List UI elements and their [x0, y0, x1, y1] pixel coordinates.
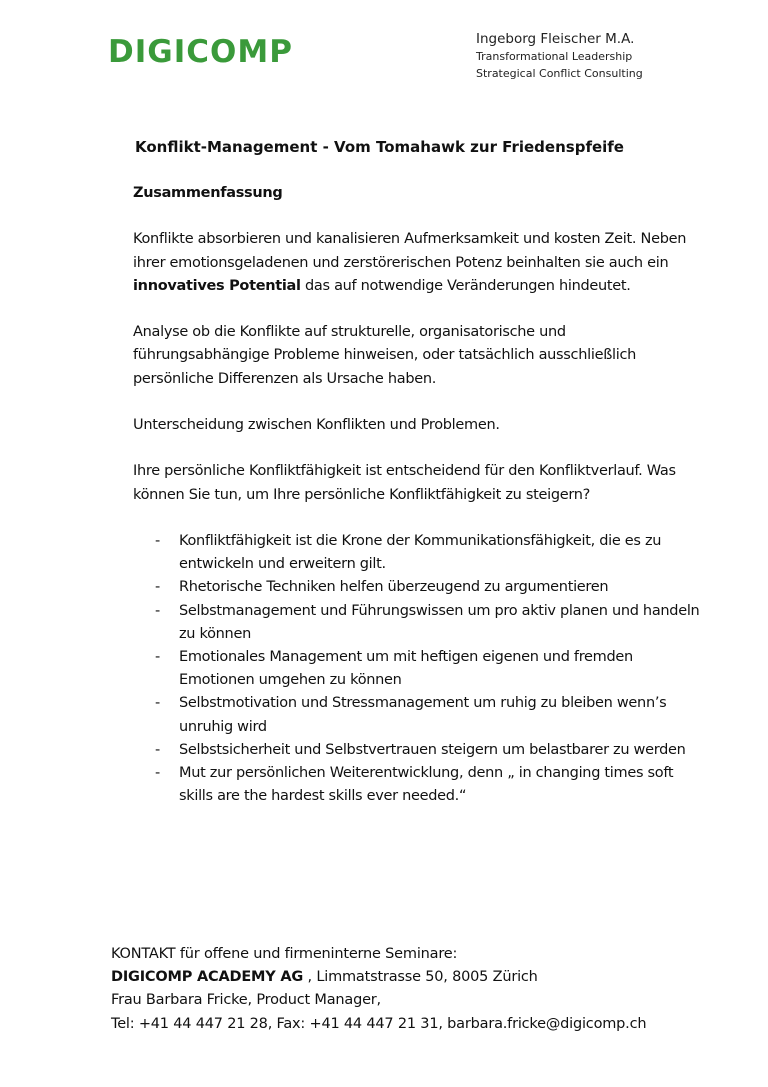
phone-line: Tel: +41 44 447 21 28, Fax: +41 44 447 21 31, barbara.fricke@digicomp.ch — [111, 1015, 647, 1032]
paragraph-3: Unterscheidung zwischen Konflikten und Problemen. — [133, 416, 500, 433]
digicomp-logo: DIGICOMP — [108, 34, 293, 70]
list-item — [155, 646, 703, 692]
company-address: , Limmatstrasse 50, 8005 Zürich — [303, 969, 538, 986]
list-item — [155, 739, 703, 762]
dash-marker: - — [155, 741, 160, 758]
company-line — [111, 966, 731, 989]
list-item — [155, 600, 703, 646]
company-name: DIGICOMP ACADEMY AG — [111, 969, 304, 986]
paragraph-2: Analyse ob die Konflikte auf strukturelle, organisatorische und führungsabhängige Probleme hinweisen, oder tatsächlich ausschließlich persönliche Differenzen als Ursache haben. — [133, 324, 637, 387]
paragraph-1-end: das auf notwendige Veränderungen hindeutet. — [300, 277, 631, 294]
author-block — [476, 31, 643, 82]
list-item-text: Emotionales Management um mit heftigen eigenen und fremden Emotionen umgehen zu können — [179, 648, 633, 689]
document-body — [133, 182, 703, 808]
summary-heading: Zusammenfassung — [133, 185, 283, 201]
author-name: Ingeborg Fleischer M.A. — [476, 31, 635, 47]
contact-line: KONTAKT für offene und firmeninterne Seminare: — [111, 946, 458, 962]
contact-person: Frau Barbara Fricke, Product Manager, — [111, 992, 381, 1009]
list-item — [155, 530, 703, 576]
paragraph-1 — [133, 228, 703, 298]
contact-footer — [111, 943, 731, 1036]
paragraph-1-start: Konflikte absorbieren und kanalisieren Aufmerksamkeit und kosten Zeit. Neben ihrer emotionsgeladenen und zerstörerischen Potenz beinhalten sie auch ein — [133, 231, 687, 271]
list-item — [155, 692, 703, 738]
list-item-text: Konfliktfähigkeit ist die Krone der Kommunikationsfähigkeit, die es zu entwickeln und erweitern gilt. — [179, 532, 662, 573]
list-item-text: Mut zur persönlichen Weiterentwicklung, denn „ in changing times soft skills are the hardest skills ever needed.“ — [179, 765, 674, 805]
paragraph-1-bold: innovatives Potential — [133, 277, 301, 294]
document-title: Konflikt-Management - Vom Tomahawk zur Friedenspfeife — [135, 138, 624, 156]
list-item-text: Selbstmanagement und Führungswissen um pro aktiv planen und handeln zu können — [179, 602, 700, 642]
tips-list — [133, 530, 703, 808]
dash-marker: - — [155, 765, 160, 781]
dash-marker: - — [155, 695, 160, 712]
dash-marker: - — [155, 532, 160, 549]
author-role-1: Transformational Leadership — [476, 50, 633, 63]
dash-marker: - — [155, 602, 160, 619]
list-item — [155, 576, 703, 599]
paragraph-4: Ihre persönliche Konfliktfähigkeit ist entscheidend für den Konfliktverlauf. Was können Sie tun, um Ihre persönliche Konfliktfähigkeit zu steigern? — [133, 463, 676, 503]
list-item-text: Selbstmotivation und Stressmanagement um ruhig zu bleiben wenn’s unruhig wird — [179, 695, 667, 735]
list-item-text: Rhetorische Techniken helfen überzeugend zu argumentieren — [179, 579, 609, 596]
author-role-2: Strategical Conflict Consulting — [476, 67, 643, 80]
dash-marker: - — [155, 579, 160, 596]
list-item-text: Selbstsicherheit und Selbstvertrauen steigern um belastbarer zu werden — [179, 741, 686, 758]
dash-marker: - — [155, 648, 160, 665]
list-item — [155, 762, 703, 808]
